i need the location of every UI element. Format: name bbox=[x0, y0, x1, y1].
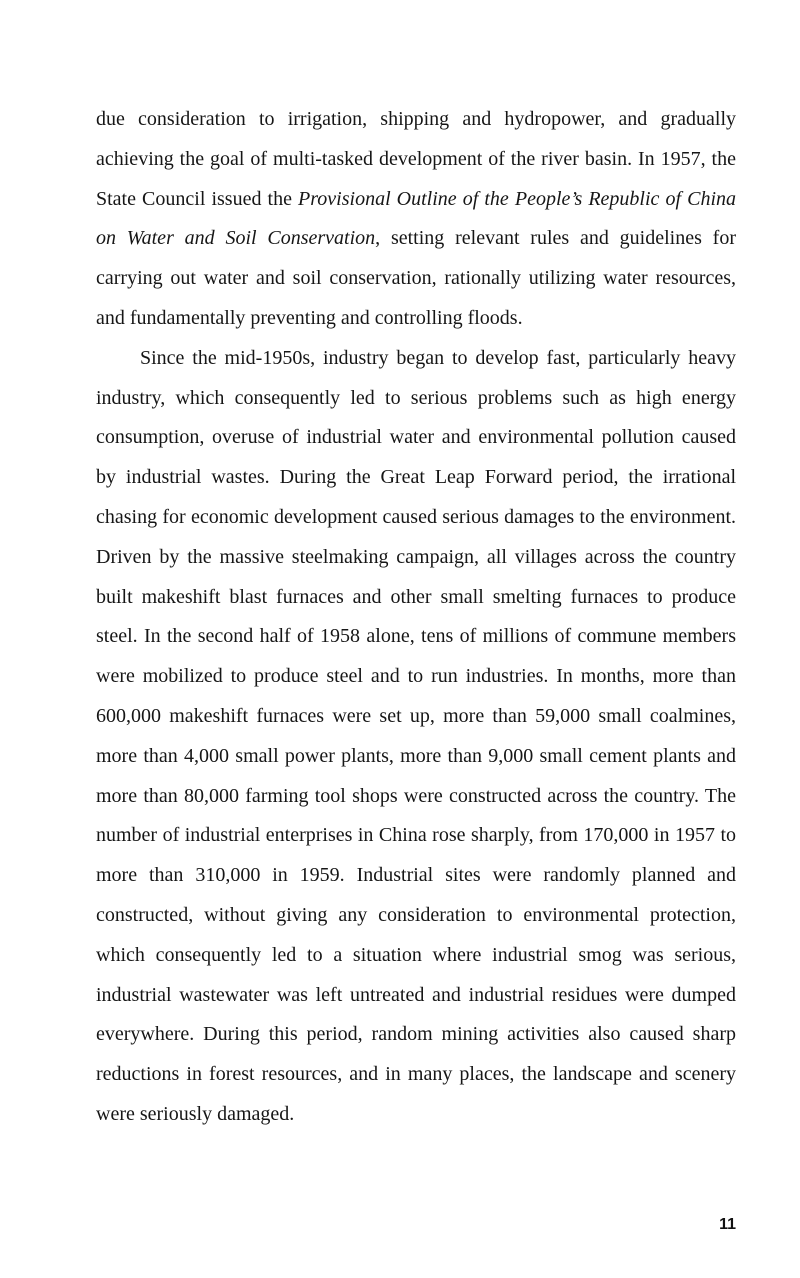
paragraph-industry: Since the mid-1950s, industry began to develop fast, particularly heavy industry, which consequently led to serious problems such as high energy consumption, overuse of industrial water and environmental pollution caused by industrial wastes. During the Great Leap Forward period, the irrational chasing for economic development caused serious damages to the environment. Driven by the massive steelmaking campaign, all villages across the country built makeshift blast furnaces and other small smelting furnaces to produce steel. In the second half of 1958 alone, tens of millions of commune members were mobilized to produce steel and to run industries. In months, more than 600,000 makeshift furnaces were set up, more than 59,000 small coalmines, more than 4,000 small power plants, more than 9,000 small cement plants and more than 80,000 farming tool shops were constructed across the country. The number of industrial enterprises in China rose sharply, from 170,000 in 1957 to more than 310,000 in 1959. Industrial sites were randomly planned and constructed, without giving any consideration to environmental protection, which consequently led to a situation where industrial smog was serious, industrial wastewater was left untreated and industrial residues were dumped everywhere. During this period, random mining activities also caused sharp reductions in forest resources, and in many places, the landscape and scenery were seriously damaged. bbox=[96, 346, 736, 1125]
paragraph-text-before-title: due consideration to irrigation, shipping and hydropower, and gradually achieving the goal of multi-tasked development of the river basin. In 1957, the State Council issued the bbox=[96, 108, 736, 210]
body-text bbox=[96, 100, 736, 1135]
paragraph-text-after-title: , setting relevant rules and guidelines for carrying out water and soil conservation, rationally utilizing water resources, and fundamentally preventing and controlling floods. bbox=[96, 227, 736, 329]
document-title-italic: Provisional Outline of the People’s Republic of China on Water and Soil Conservation bbox=[96, 187, 736, 250]
page-number: 11 bbox=[719, 1216, 736, 1233]
paragraph-continued bbox=[96, 100, 736, 339]
